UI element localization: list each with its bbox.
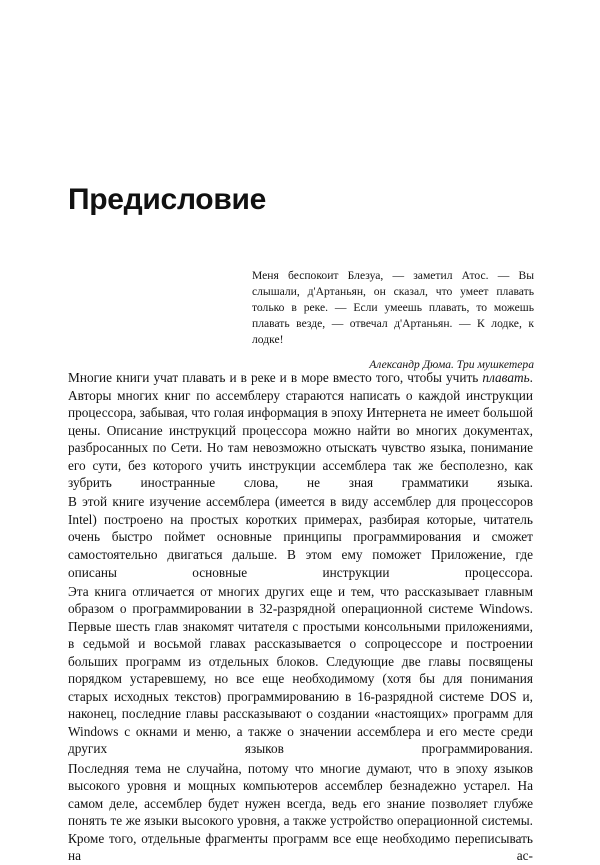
body-text-column xyxy=(68,369,533,865)
epigraph-block xyxy=(252,268,534,373)
emphasized-word: плавать xyxy=(482,370,530,385)
body-paragraph: В этой книге изучение ассемблера (имеется в виду ассемблер для процессоров Intel) построено на простых коротких примерах, разбирая которые, читатель очень быстро поймет основные принципы программирования и сможет самостоятельно двигаться дальше. В этом ему поможет Приложение, где описаны основные инструкции процессора. xyxy=(68,494,533,580)
body-paragraph: Эта книга отличается от многих других еще и тем, что рассказывает главным образом о программировании в 32-разрядной операционной системе Windows. Первые шесть глав знакомят читателя с простыми консольными приложениями, в седьмой и восьмой главах рассказывается о сопроцессоре и построении больших программ из отдельных блоков. Следующие две главы посвящены порядком устаревшему, но все еще необходимому (хотя бы для понимания старых исходных текстов) программированию в 16-разрядной системе DOS и, наконец, последние главы рассказывают о создании «настоящих» программ для Windows с окнами и меню, а также о значении ассемблера и его месте среди других языков программирования. xyxy=(68,583,533,757)
epigraph-source: Александр Дюма. Три мушкетера xyxy=(369,358,534,372)
body-paragraph: Многие книги учат плавать и в реке и в море вместо того, чтобы учить плавать. Авторы многих книг по ассемблеру стараются написать о каждой инструкции процессора, забывая, что голая информация в эпоху Интернета не имеет большой цены. Описание инструкций процессора можно найти во многих документах, разбросанных по Сети. Но там невозможно отыскать чувство языка, понимание его сути, без которого учить инструкции ассемблера так же бесполезно, как зубрить иностранные слова, не зная грамматики языка. xyxy=(68,370,533,491)
body-paragraph: Последняя тема не случайна, потому что многие думают, что в эпоху языков высокого уровня и мощных компьютеров ассемблер безнадежно устарел. На самом деле, ассемблер будет нужен всегда, ведь его знание позволяет глубже понять те же языки высокого уровня, а также устройство операционной системы. Кроме того, отдельные фрагменты программ все еще необходимо переписывать на ас- xyxy=(68,760,533,864)
page-title: Предисловие xyxy=(68,183,266,216)
epigraph-quote: Меня беспокоит Блезуа, — заметил Атос. — Вы слышали, д'Артаньян, он сказал, что умеет плавать только в реке. — Если умеешь плавать, то можешь плавать везде, — отвечал д'Артаньян. — К лодке, к лодке! xyxy=(252,269,534,347)
